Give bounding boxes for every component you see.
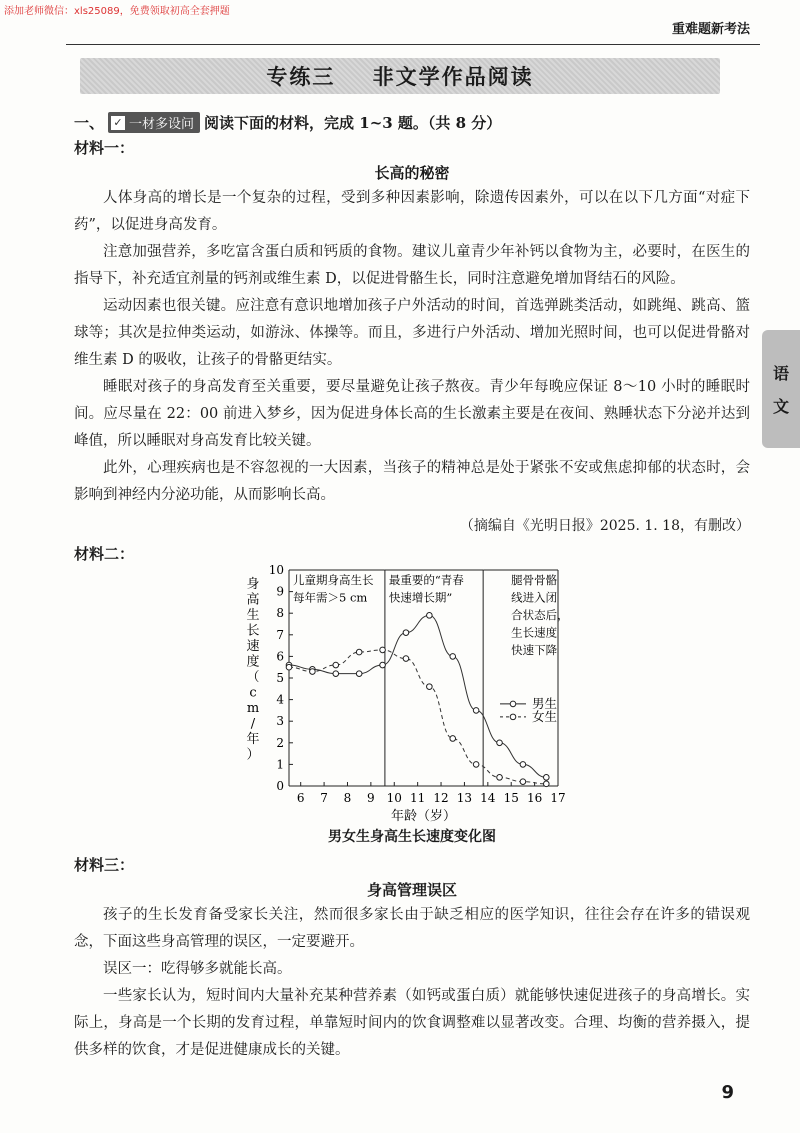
- question-badge: [108, 112, 200, 133]
- x-tick-label: 9: [367, 791, 375, 805]
- growth-chart: [74, 564, 750, 822]
- page-number: 9: [721, 1082, 734, 1103]
- data-point-boys: [333, 671, 339, 677]
- legend-label: 男生: [532, 695, 558, 711]
- y-tick-label: 5: [276, 671, 284, 685]
- paragraph: 孩子的生长发育备受家长关注，然而很多家长由于缺乏相应的医学知识，往往会存在许多的错误观念，下面这些身高管理的误区，一定要避开。: [74, 907, 750, 950]
- y-axis-label: 身高生长速度（ c m /年）: [246, 577, 260, 763]
- x-tick-label: 16: [526, 791, 543, 805]
- material1-source: （摘编自《光明日报》2025. 1. 18，有删改）: [459, 518, 750, 534]
- question-number: 一、: [74, 114, 105, 132]
- page-title: 专练三 非文学作品阅读: [266, 65, 534, 89]
- annotation-text: 快速下降: [511, 643, 558, 657]
- main-content: [74, 112, 750, 1064]
- subject-tab-char: 文: [772, 397, 789, 416]
- paragraph: 运动因素也很关键。应注意有意识地增加孩子户外活动的时间，首选弹跳类活动，如跳绳、跳高、篮球等；其次是拉伸类运动，如游泳、体操等。而且，多进行户外活动、增加光照时间，也可以促进骨骼对维生素 D 的吸收，让孩子的骨骼更结实。: [74, 298, 750, 368]
- section-header: 重难题新考法: [671, 22, 750, 37]
- data-point-boys: [380, 662, 386, 668]
- data-point-boys: [356, 671, 362, 677]
- annotation-text: 腿骨骨骼: [511, 573, 558, 587]
- paragraph: 此外，心理疾病也是不容忽视的一大因素，当孩子的精神总是处于紧张不安或焦虑抑郁的状态时，会影响到神经内分泌功能，从而影响长高。: [74, 460, 750, 503]
- data-point-boys: [473, 708, 479, 714]
- annotation-text: 儿童期身高生长: [293, 573, 374, 587]
- x-tick-label: 7: [320, 791, 328, 805]
- x-tick-label: 14: [480, 791, 496, 805]
- y-tick-label: 2: [276, 735, 284, 750]
- legend-marker: [510, 714, 516, 720]
- x-tick-label: 12: [433, 791, 449, 805]
- data-point-girls: [544, 781, 550, 787]
- annotation-text: 合状态后，: [511, 608, 569, 622]
- data-point-girls: [310, 669, 316, 675]
- paragraph: 注意加强营养，多吃富含蛋白质和钙质的食物。建议儿童青少年补钙以食物为主，必要时，在医生的指导下，补充适宜剂量的钙剂或维生素 D，以促进骨骼生长，同时注意避免增加肾结石的风险。: [74, 244, 750, 287]
- data-point-girls: [450, 736, 456, 742]
- data-point-girls: [380, 647, 386, 653]
- watermark-text: 添加老师微信：xls25089，免费领取初高全套押题: [4, 6, 230, 17]
- annotation-text: 生长速度: [511, 625, 558, 640]
- x-tick-label: 6: [296, 791, 305, 805]
- x-tick-label: 8: [343, 791, 352, 805]
- y-tick-label: 8: [276, 606, 284, 621]
- data-point-girls: [497, 775, 503, 781]
- material2-label: 材料二：: [74, 545, 135, 563]
- data-point-girls: [403, 656, 409, 662]
- material1-title: 长高的秘密: [374, 164, 450, 182]
- x-tick-label: 17: [550, 791, 566, 805]
- check-icon: ✓: [111, 116, 125, 130]
- annotation-text: 每年需＞5 cm: [293, 590, 368, 605]
- y-tick-label: 10: [268, 564, 284, 577]
- y-tick-label: 7: [276, 627, 284, 642]
- header-rule: [66, 44, 760, 45]
- material1-label: 材料一：: [74, 139, 135, 157]
- data-point-boys: [497, 740, 503, 746]
- data-point-boys: [520, 762, 526, 768]
- title-band: [80, 58, 720, 94]
- x-tick-label: 11: [410, 791, 426, 805]
- paragraph: 误区一：吃得够多就能长高。: [103, 961, 292, 977]
- x-axis-label: 年龄（岁）: [390, 809, 457, 822]
- y-tick-label: 6: [276, 649, 284, 664]
- data-point-girls: [427, 684, 433, 690]
- material3-title: 身高管理误区: [366, 881, 457, 899]
- data-point-boys: [450, 654, 456, 660]
- data-point-girls: [473, 762, 479, 768]
- subject-tab-char: 语: [772, 364, 789, 383]
- x-tick-label: 15: [503, 791, 519, 805]
- data-point-boys: [427, 613, 433, 619]
- legend-label: 女生: [532, 708, 558, 724]
- y-tick-label: 4: [276, 692, 284, 707]
- annotation-text: 快速增长期”: [388, 590, 453, 605]
- annotation-text: 线进入闭: [511, 590, 558, 605]
- y-tick-label: 1: [276, 757, 284, 772]
- growth-chart-svg: [74, 564, 750, 822]
- data-point-girls: [286, 664, 292, 670]
- y-tick-label: 3: [276, 714, 284, 729]
- series-line-boys: [289, 615, 546, 777]
- legend-marker: [510, 701, 516, 707]
- data-point-girls: [333, 662, 339, 668]
- paragraph: 人体身高的增长是一个复杂的过程，受到多种因素影响，除遗传因素外，可以在以下几方面“对症下药”，以促进身高发育。: [74, 190, 750, 233]
- paragraph: 一些家长认为，短时间内大量补充某种营养素（如钙或蛋白质）就能够快速促进孩子的身高增长。实际上，身高是一个长期的发育过程，单靠短时间内的饮食调整难以显著改变。合理、均衡的营养摄入，提供多样的饮食，才是促进健康成长的关键。: [74, 988, 750, 1058]
- y-tick-label: 0: [276, 779, 284, 793]
- data-point-boys: [544, 775, 550, 781]
- paragraph: 睡眠对孩子的身高发育至关重要，要尽量避免让孩子熬夜。青少年每晚应保证 8～10 小时的睡眠时间。应尽量在 22：00 前进入梦乡，因为促进身体长高的生长激素主要是在夜间、熟睡状态下分泌并达到峰值，所以睡眠对身高发育比较关键。: [74, 379, 750, 449]
- x-tick-label: 10: [386, 791, 402, 805]
- material3-label: 材料三：: [74, 856, 135, 874]
- subject-tab: [762, 330, 800, 448]
- data-point-girls: [356, 649, 362, 655]
- data-point-boys: [403, 630, 409, 636]
- badge-label: 一材多设问: [129, 117, 195, 132]
- x-tick-label: 13: [456, 791, 473, 805]
- chart-caption: 男女生身高生长速度变化图: [328, 829, 496, 845]
- annotation-text: 最重要的“青春: [388, 573, 464, 587]
- question-instruction: 阅读下面的材料，完成 1~3 题。（共 8 分）: [204, 114, 502, 132]
- y-tick-label: 9: [276, 584, 284, 599]
- question-header: [74, 112, 750, 133]
- data-point-girls: [520, 779, 526, 785]
